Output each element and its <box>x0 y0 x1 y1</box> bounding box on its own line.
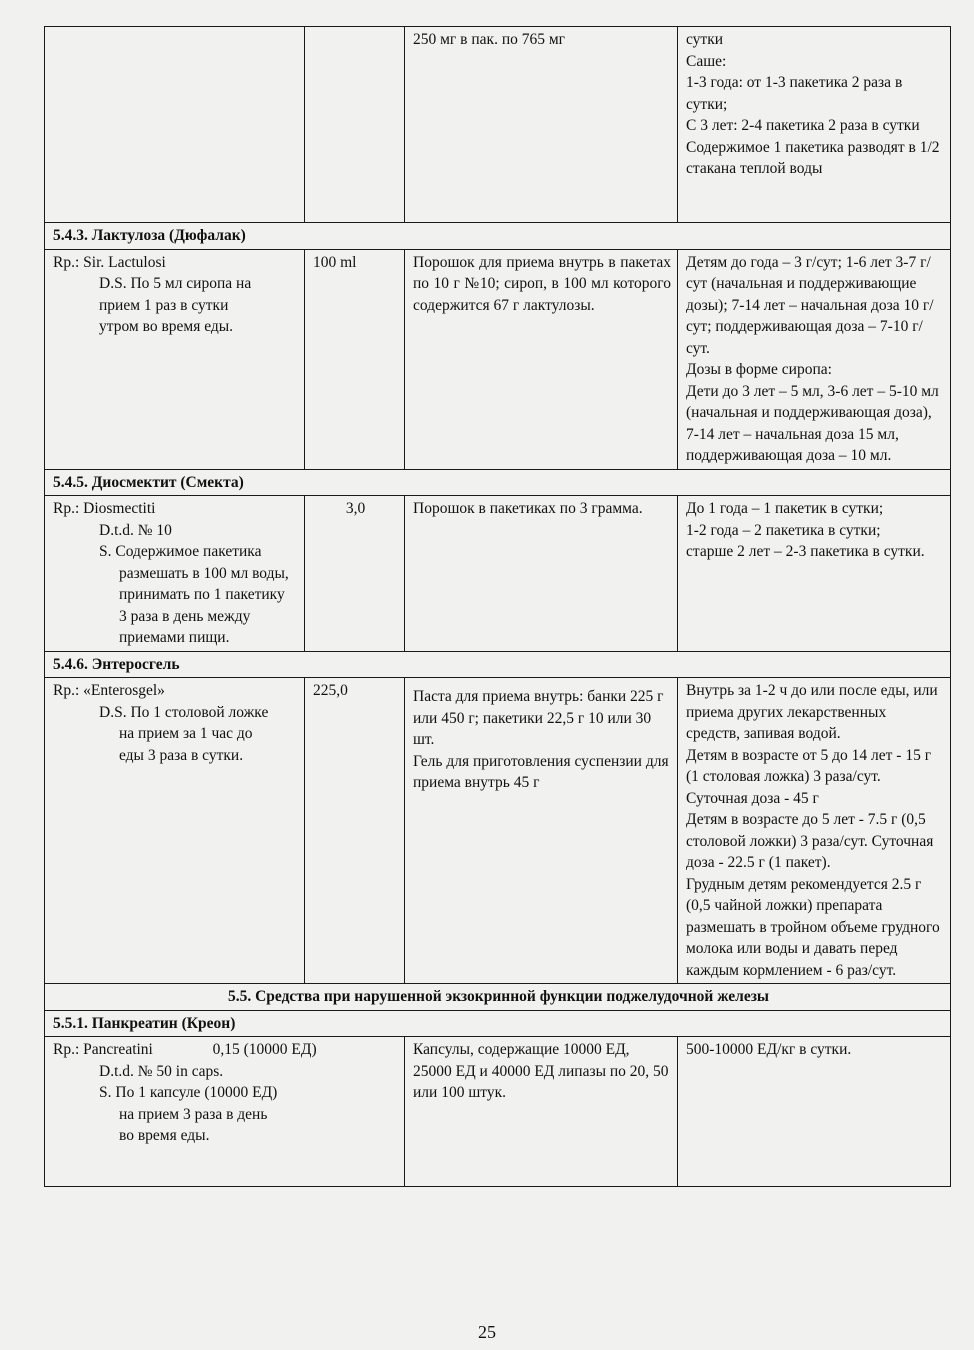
form-cell: Капсулы, содержащие 10000 ЕД, 25000 ЕД и 40000 ЕД липазы по 20, 50 или 100 штук. <box>405 1037 678 1187</box>
dosage-line: Детям в возрасте от 5 до 14 лет - 15 г (1 столовая ложка) 3 раза/сут. Суточная доза - 45 г <box>686 746 932 807</box>
section-heading: 5.4.6. Энтеросгель <box>45 651 951 678</box>
rx-line: Rp.: «Enterosgel» <box>53 682 165 699</box>
rx-line: размешать в 100 мл воды, <box>119 564 289 582</box>
table-row <box>45 496 951 652</box>
table-row <box>45 27 951 223</box>
rx-dose: 0,15 (10000 ЕД) <box>212 1041 317 1058</box>
rx-line: принимать по 1 пакетику <box>119 586 285 603</box>
rx-line: D.t.d. № 10 <box>99 521 172 539</box>
qty-cell: 100 ml <box>305 249 405 469</box>
form-line: Паста для приема внутрь: банки 225 г или 450 г; пакетики 22,5 г 10 или 30 шт. <box>413 688 664 748</box>
rx-line: S. По 1 капсуле (10000 ЕД) <box>99 1084 278 1101</box>
rx-line: во время еды. <box>119 1127 210 1144</box>
dosage-line: Грудным детям рекомендуется 2.5 г (0,5 чайной ложки) препарата размешать в тройном объеме грудного молока или воды и давать перед каждым кормлением - 6 раз/сут. <box>686 875 940 979</box>
dosage-cell <box>678 27 951 223</box>
section-heading: 5.4.5. Диосмектит (Смекта) <box>45 469 951 496</box>
rx-cell <box>45 496 305 652</box>
table-row <box>45 249 951 469</box>
table-row <box>45 678 951 984</box>
rx-line: S. Содержимое пакетика <box>99 543 262 560</box>
form-text: 250 мг в пак. по 765 мг <box>413 31 566 48</box>
dosage-line: сутки <box>686 31 724 48</box>
dosage-line: Детям до года – 3 г/сут; 1-6 лет 3-7 г/сут (начальная и поддерживающие дозы); 7-14 лет – начальная доза 10 г/сут; поддерживающая доза – 7-10 г/сут. <box>686 253 934 357</box>
dosage-line: С 3 лет: 2-4 пакетика 2 раза в сутки <box>686 117 920 134</box>
form-cell <box>405 678 678 984</box>
page-number: 25 <box>478 1322 496 1342</box>
rx-line: утром во время еды. <box>99 318 234 335</box>
form-cell <box>405 27 678 223</box>
chapter-heading: 5.5. Средства при нарушенной экзокринной функции поджелудочной железы <box>45 984 951 1011</box>
rx-line: D.t.d. № 50 in caps. <box>99 1062 224 1080</box>
rx-line: приемами пищи. <box>119 629 230 646</box>
section-header-row <box>45 469 951 496</box>
rx-line: 3 раза в день между <box>119 607 251 625</box>
rx-cell <box>45 27 305 223</box>
dosage-cell <box>678 249 951 469</box>
rx-line: Rp.: Sir. Lactulosi <box>53 253 166 271</box>
qty-cell: 3,0 <box>305 496 405 652</box>
section-header-row <box>45 984 951 1011</box>
dosage-line: До 1 года – 1 пакетик в сутки; <box>686 500 884 517</box>
dosage-line: старше 2 лет – 2-3 пакетика в сутки. <box>686 543 925 560</box>
rx-line <box>53 1039 398 1061</box>
dosage-line: Содержимое 1 пакетика разводят в 1/2 стакана теплой воды <box>686 138 940 177</box>
section-header-row <box>45 223 951 250</box>
section-heading: 5.4.3. Лактулоза (Дюфалак) <box>45 223 951 250</box>
dosage-line: Дозы в форме сиропа: <box>686 361 832 378</box>
rx-line: еды 3 раза в сутки. <box>119 746 244 764</box>
section-header-row <box>45 651 951 678</box>
rx-line: Rp.: Diosmectiti <box>53 500 156 517</box>
form-cell: Порошок в пакетиках по 3 грамма. <box>405 496 678 652</box>
table-row <box>45 1037 951 1187</box>
rx-line: D.S. По 1 столовой ложке <box>99 703 269 721</box>
section-heading: 5.5.1. Панкреатин (Креон) <box>45 1010 951 1037</box>
dosage-cell <box>678 496 951 652</box>
section-header-row <box>45 1010 951 1037</box>
rx-cell <box>45 1037 405 1187</box>
dosage-cell <box>678 678 951 984</box>
dosage-cell: 500-10000 ЕД/кг в сутки. <box>678 1037 951 1187</box>
dosage-line: Дети до 3 лет – 5 мл, 3-6 лет – 5-10 мл (начальная и поддерживающая доза), 7-14 лет – начальная доза 15 мл, поддерживающая доза – 10 мл. <box>686 382 939 464</box>
dosage-line: 1-3 года: от 1-3 пакетика 2 раза в сутки; <box>686 74 903 113</box>
dosage-line: Детям в возрасте до 5 лет - 7.5 г (0,5 столовой ложки) 3 раза/сут. Суточная доза - 22.5 г (1 пакет). <box>686 811 934 871</box>
rx-line: на прием за 1 час до <box>119 725 253 742</box>
rx-line: на прием 3 раза в день <box>119 1105 268 1123</box>
rx-line: D.S. По 5 мл сиропа на <box>99 275 252 292</box>
rx-line: прием 1 раз в сутки <box>99 296 229 314</box>
prescription-table <box>44 26 951 1187</box>
dosage-line: Внутрь за 1-2 ч до или после еды, или приема других лекарственных средств, запивая водой. <box>686 682 938 742</box>
form-cell: Порошок для приема внутрь в пакетах по 10 г №10; сироп, в 100 мл которого содержится 67 г лактулозы. <box>405 249 678 469</box>
rx-drug: Rp.: Pancreatini <box>53 1041 153 1058</box>
qty-cell: 225,0 <box>305 678 405 984</box>
rx-cell <box>45 249 305 469</box>
dosage-line: Саше: <box>686 52 727 70</box>
form-line: Гель для приготовления суспензии для приема внутрь 45 г <box>413 752 669 791</box>
rx-cell <box>45 678 305 984</box>
dosage-line: 1-2 года – 2 пакетика в сутки; <box>686 521 881 539</box>
qty-cell <box>305 27 405 223</box>
